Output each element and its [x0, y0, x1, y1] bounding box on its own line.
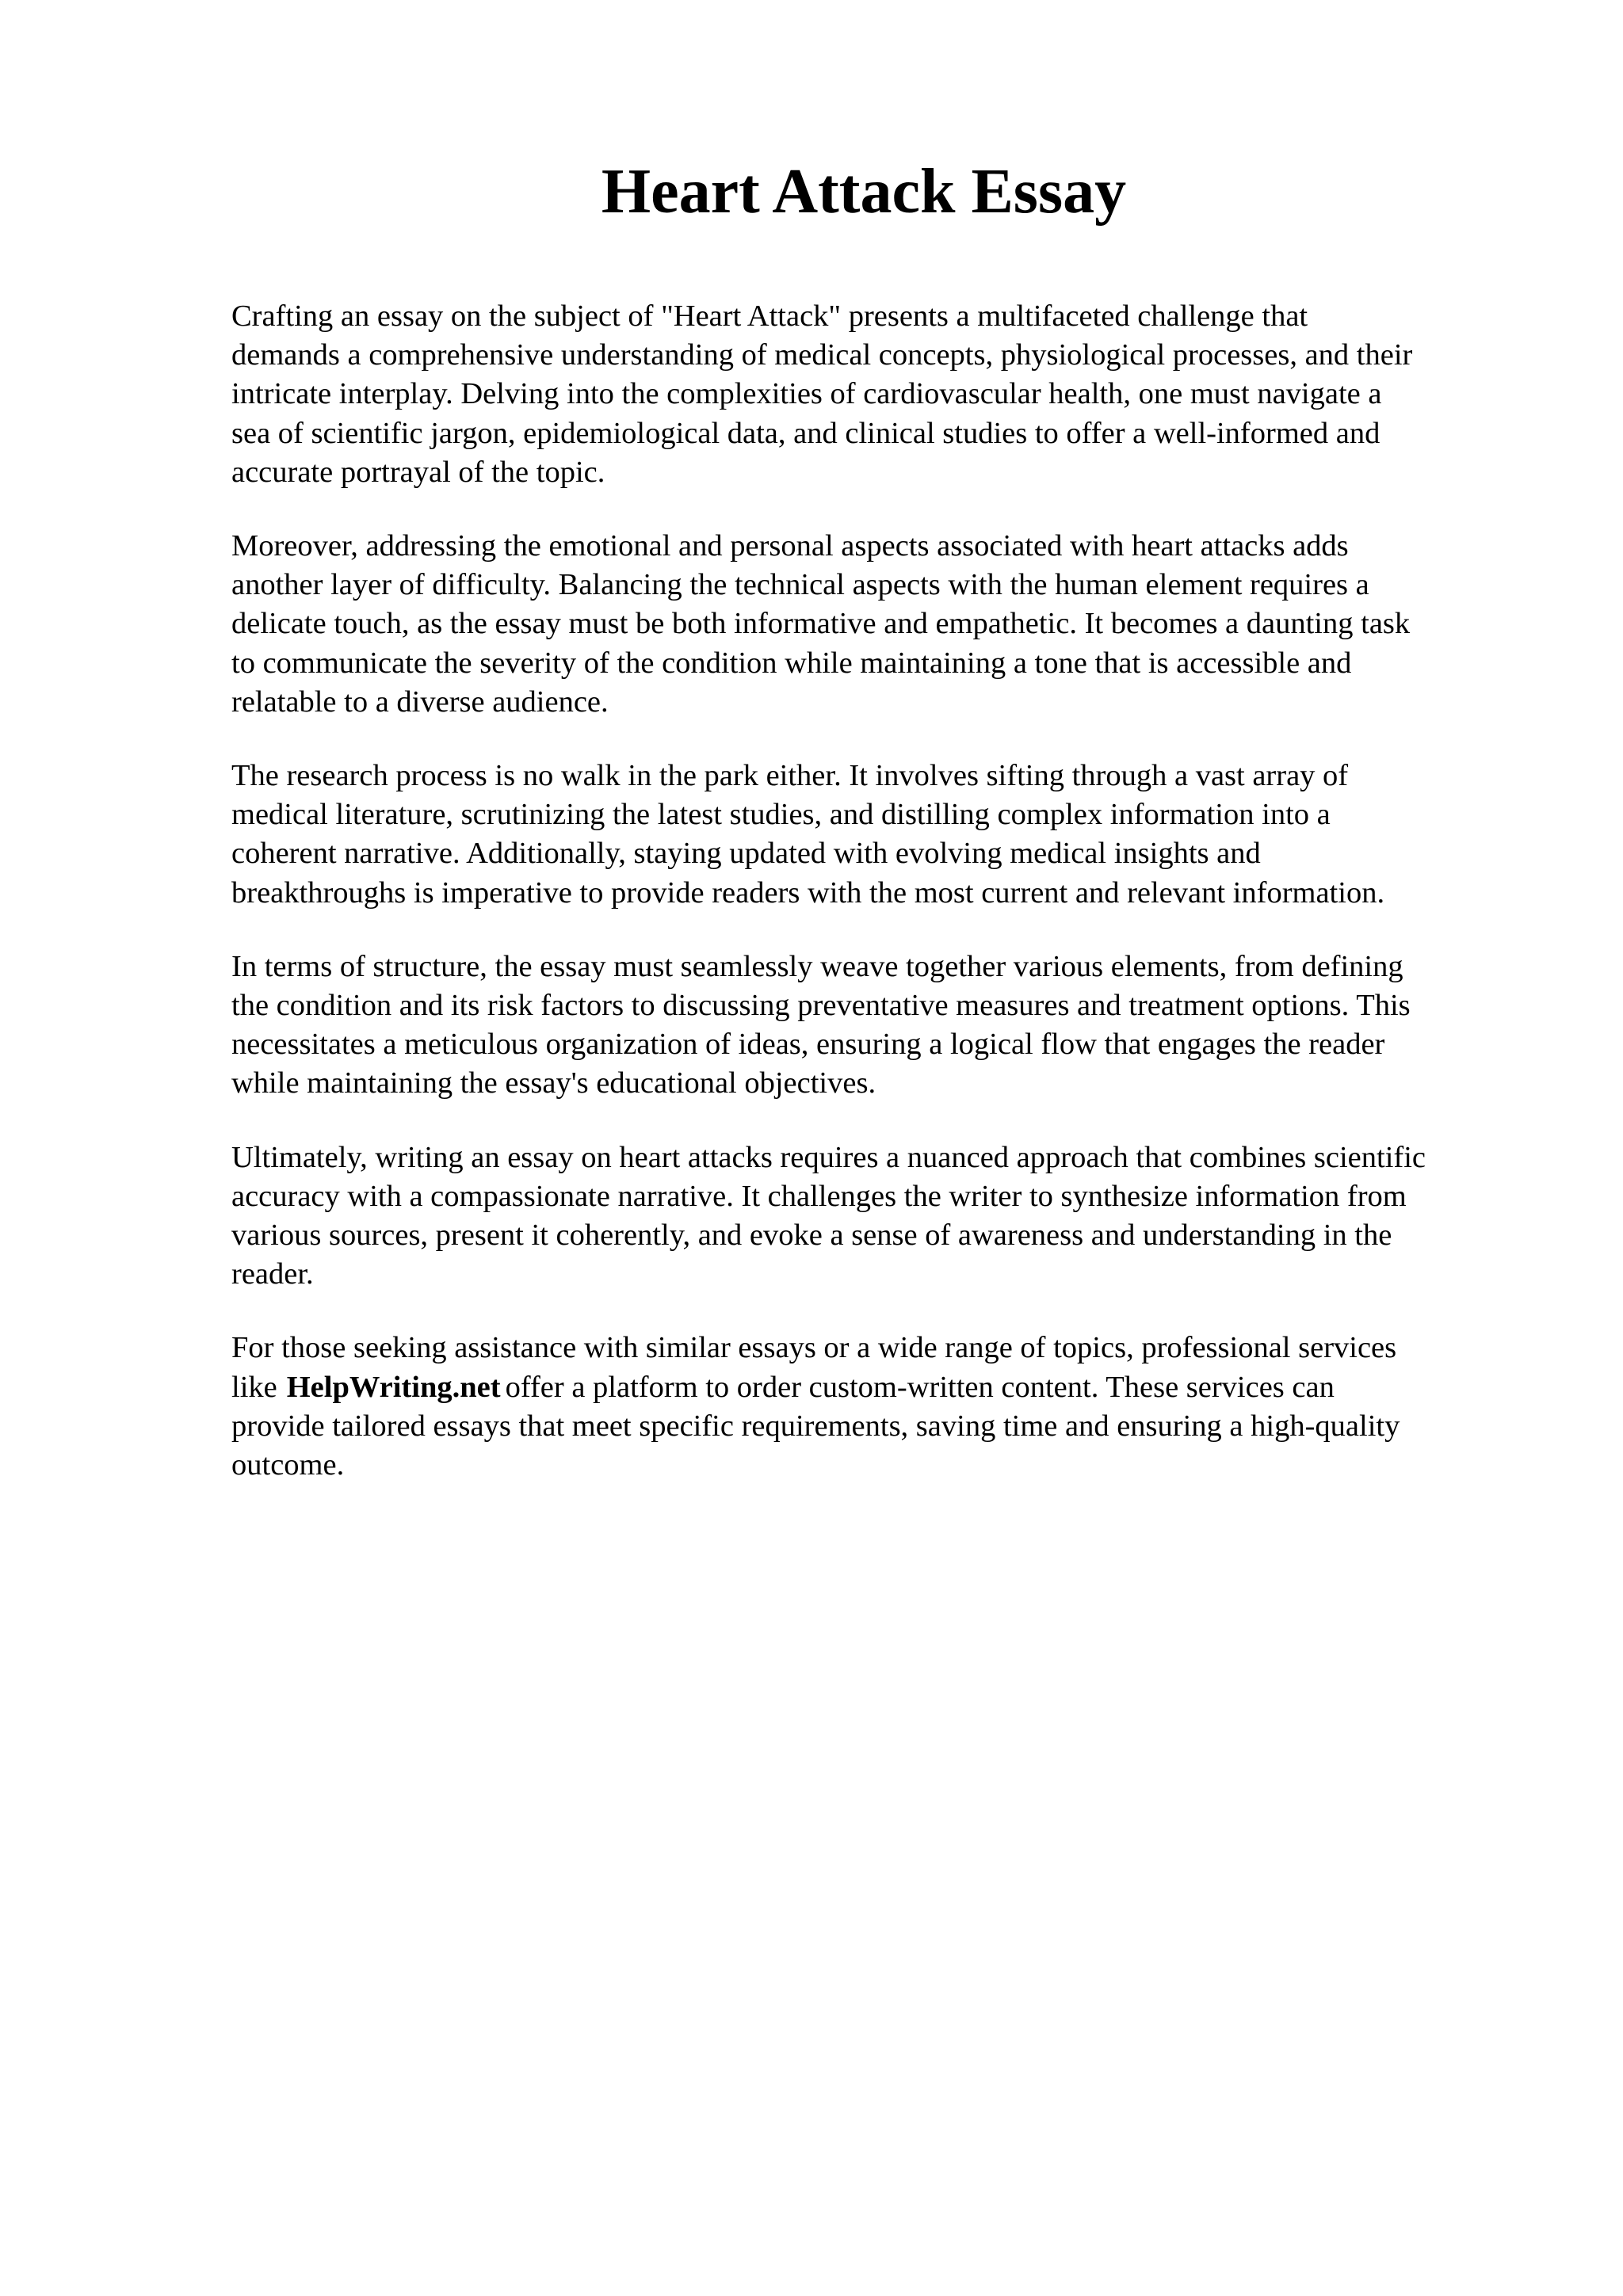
- brand-name: HelpWriting.net: [286, 1370, 501, 1404]
- paragraph-line: various sources, present it coherently, and evoke a sense of awareness and understanding in the: [231, 1219, 1392, 1253]
- paragraph-line: In terms of structure, the essay must seamlessly weave together various elements, from defining: [231, 949, 1403, 983]
- paragraph-line: demands a comprehensive understanding of medical concepts, physiological processes, and their: [231, 338, 1413, 372]
- paragraph-line: sea of scientific jargon, epidemiological data, and clinical studies to offer a well-informed and: [231, 416, 1381, 450]
- paragraph-line: Ultimately, writing an essay on heart attacks requires a nuanced approach that combines scientific: [231, 1140, 1426, 1174]
- paragraph-line: accuracy with a compassionate narrative. It challenges the writer to synthesize information from: [231, 1179, 1407, 1213]
- paragraph-2: [231, 527, 1531, 722]
- paragraph-line: relatable to a diverse audience.: [231, 685, 609, 719]
- paragraph-line: the condition and its risk factors to discussing preventative measures and treatment options. This: [231, 989, 1411, 1023]
- paragraph-line: The research process is no walk in the park either. It involves sifting through a vast array of: [231, 759, 1349, 793]
- paragraph-line: For those seeking assistance with similar essays or a wide range of topics, professional services: [231, 1331, 1397, 1365]
- paragraph-1: [231, 297, 1531, 492]
- paragraph-line: [231, 1368, 1531, 1407]
- paragraph-5: [231, 1138, 1531, 1295]
- paragraph-line: accurate portrayal of the topic.: [231, 455, 605, 489]
- paragraph-line: Moreover, addressing the emotional and personal aspects associated with heart attacks adds: [231, 529, 1349, 563]
- paragraph-line: coherent narrative. Additionally, staying updated with evolving medical insights and: [231, 837, 1261, 871]
- paragraph-line: provide tailored essays that meet specific requirements, saving time and ensuring a high-quality: [231, 1409, 1400, 1443]
- paragraph-3: [231, 757, 1531, 913]
- paragraph-line: Crafting an essay on the subject of "Heart Attack" presents a multifaceted challenge that: [231, 299, 1308, 333]
- paragraph-line: reader.: [231, 1257, 314, 1291]
- paragraph-line: medical literature, scrutinizing the latest studies, and distilling complex information into a: [231, 798, 1331, 832]
- paragraph-4: [231, 948, 1531, 1104]
- paragraph-line: another layer of difficulty. Balancing the technical aspects with the human element requires a: [231, 568, 1369, 602]
- closing-text-before-brand: like: [231, 1370, 277, 1404]
- essay-title: Heart Attack Essay: [601, 157, 1127, 227]
- paragraph-line: to communicate the severity of the condition while maintaining a tone that is accessible and: [231, 646, 1352, 680]
- essay-body: [231, 297, 1531, 1520]
- paragraph-line: breakthroughs is imperative to provide readers with the most current and relevant information.: [231, 875, 1385, 910]
- paragraph-line: necessitates a meticulous organization of ideas, ensuring a logical flow that engages the reader: [231, 1028, 1385, 1062]
- paragraph-line: outcome.: [231, 1448, 345, 1482]
- closing-paragraph: [231, 1329, 1531, 1485]
- closing-text-after-brand: offer a platform to order custom-written content. These services can: [505, 1370, 1335, 1404]
- paragraph-line: while maintaining the essay's educational objectives.: [231, 1066, 876, 1100]
- paragraph-line: intricate interplay. Delving into the complexities of cardiovascular health, one must navigate a: [231, 377, 1382, 411]
- paragraph-line: delicate touch, as the essay must be both informative and empathetic. It becomes a daunting task: [231, 607, 1411, 641]
